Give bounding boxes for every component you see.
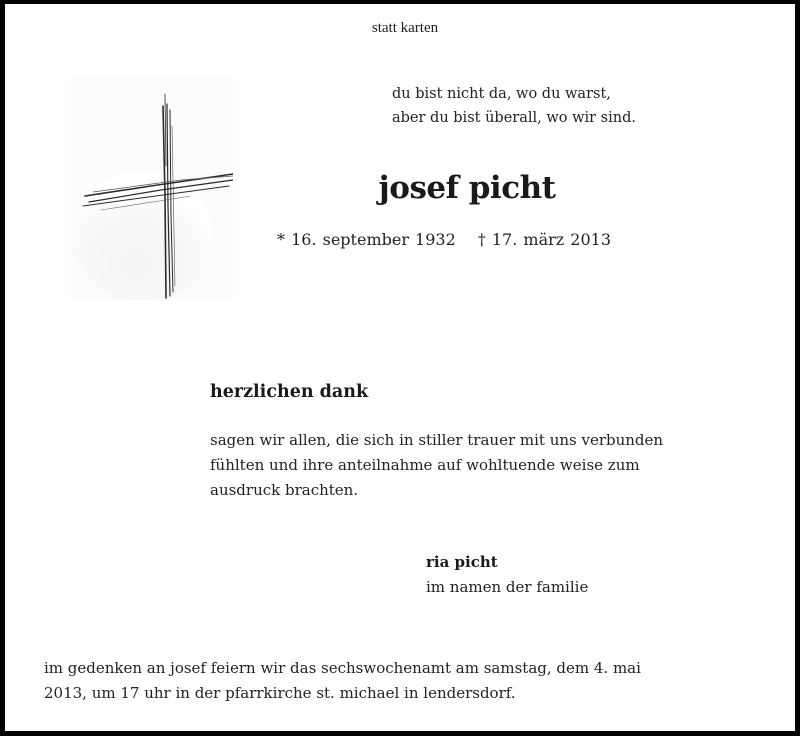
motto-line-2: aber du bist überall, wo wir sind. bbox=[392, 110, 636, 126]
life-dates bbox=[277, 230, 611, 249]
thanks-line: sagen wir allen, die sich in stiller trauer mit uns verbunden bbox=[210, 431, 664, 449]
signer-subtitle: im namen der familie bbox=[426, 578, 589, 596]
signer-name: ria picht bbox=[426, 553, 498, 571]
death-date: † 17. märz 2013 bbox=[477, 230, 611, 249]
memorial-line: im gedenken an josef feiern wir das sechswochenamt am samstag, dem 4. mai bbox=[44, 659, 641, 677]
motto-line-1: du bist nicht da, wo du warst, bbox=[392, 86, 611, 102]
thanks-line: fühlten und ihre anteilnahme auf wohltuende weise zum bbox=[210, 456, 640, 474]
statt-karten-label: statt karten bbox=[371, 20, 439, 36]
birth-date: * 16. september 1932 bbox=[277, 230, 456, 249]
deceased-name: josef picht bbox=[378, 170, 556, 206]
motto-quote bbox=[392, 82, 636, 130]
thanks-text bbox=[210, 428, 663, 503]
memorial-service-text bbox=[44, 656, 641, 706]
thanks-heading: herzlichen dank bbox=[210, 382, 369, 402]
memorial-line: 2013, um 17 uhr in der pfarrkirche st. michael in lendersdorf. bbox=[44, 684, 516, 702]
thanks-line: ausdruck brachten. bbox=[210, 481, 359, 499]
